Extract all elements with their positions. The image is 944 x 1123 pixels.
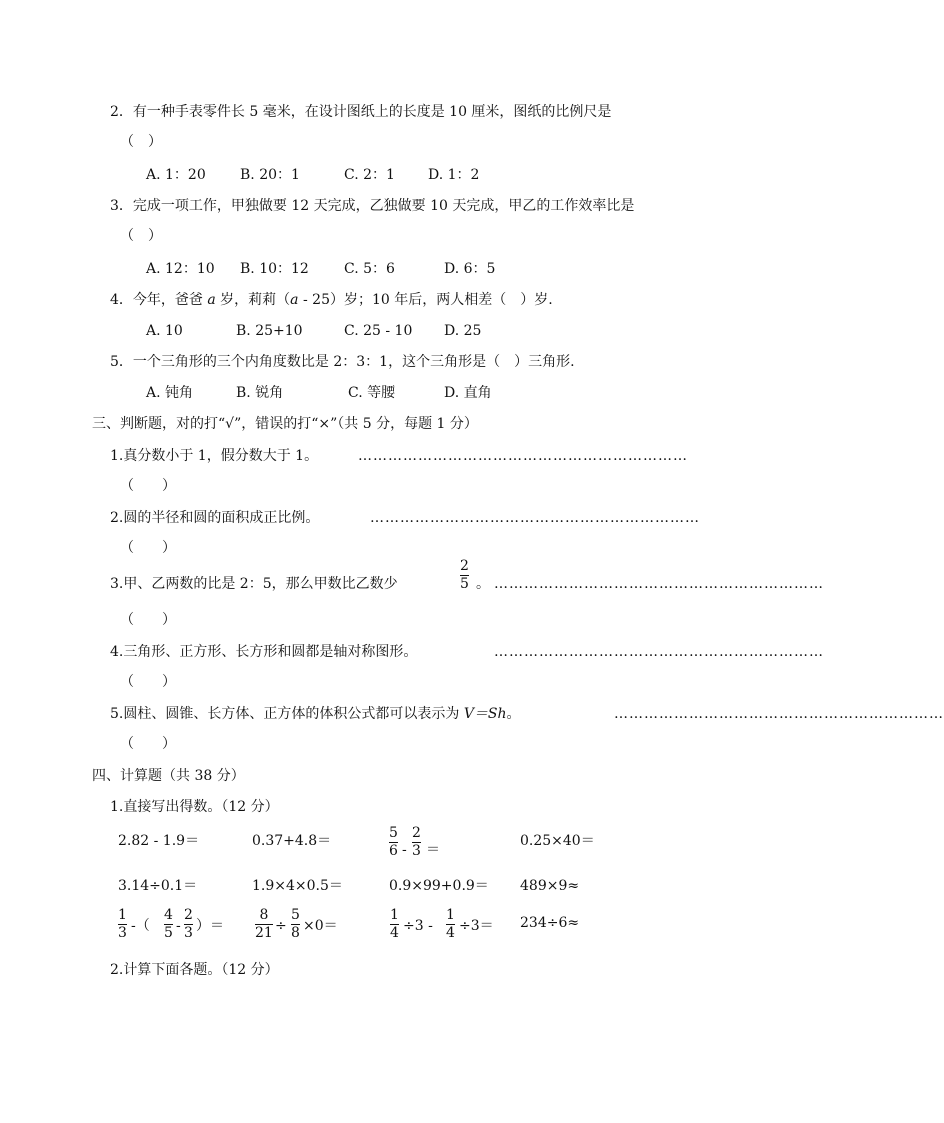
question-4-option-b: B. 25+10	[236, 323, 303, 339]
question-4-option-a: A. 10	[146, 323, 183, 339]
question-5-option-b: B. 锐角	[236, 385, 284, 401]
question-3-option-d: D. 6：5	[444, 261, 496, 277]
calc-r3-c2-frac-b: 5 8	[291, 907, 300, 941]
question-3-option-a: A. 12：10	[146, 261, 215, 277]
calc-r3-c1-end: ）＝	[196, 918, 224, 934]
calc-r3-c2-end: ×0＝	[303, 918, 338, 934]
judge-item-3-fraction	[460, 559, 469, 592]
question-3-stem: 3．完成一项工作，甲独做要 12 天完成，乙独做要 10 天完成，甲乙的工作效率比是	[110, 198, 635, 214]
question-2-stem: 2．有一种手表零件长 5 毫米，在设计图纸上的长度是 10 厘米，图纸的比例尺是	[110, 104, 612, 120]
question-3-answer-paren: （ ）	[120, 228, 162, 244]
judge-item-1-leader: …………………………………………………………	[358, 448, 688, 464]
fraction-numerator: 2	[460, 558, 469, 574]
judge-item-1-paren: （ ）	[120, 478, 176, 494]
section-4-heading: 四、计算题（共 38 分）	[92, 768, 245, 784]
question-5-option-a: A. 钝角	[146, 385, 194, 401]
judge-item-3-paren: （ ）	[120, 612, 176, 628]
judge-item-2-paren: （ ）	[120, 540, 176, 556]
question-2-option-d: D. 1：2	[428, 167, 480, 183]
calc-r3-c1-frac-b: 4 5	[164, 907, 173, 941]
question-4-option-c: C. 25 - 10	[344, 323, 413, 339]
calc-r3-c1-frac-c: 2 3	[184, 907, 193, 941]
calc-r3-c1-frac-a: 1 3	[118, 907, 127, 941]
calc-r3-c3-frac-a: 1 4	[390, 907, 399, 941]
calc-r3-c1-op: -	[176, 918, 181, 934]
calc-r3-c2-op: ÷	[275, 918, 287, 934]
calc-r1-frac-b: 2 3	[412, 825, 421, 859]
calc-r2-c1: 3.14÷0.1＝	[118, 878, 198, 894]
calc-r2-c4: 489×9≈	[520, 878, 580, 894]
calc-r1-c4: 0.25×40＝	[520, 833, 595, 849]
judge-item-4-leader: …………………………………………………………	[494, 644, 824, 660]
calc-r2-c3: 0.9×99+0.9＝	[389, 878, 489, 894]
question-4-option-d: D. 25	[444, 323, 482, 339]
question-2-option-a: A. 1：20	[146, 167, 206, 183]
calc-r1-c2: 0.37+4.8＝	[252, 833, 332, 849]
question-2-option-c: C. 2：1	[344, 167, 395, 183]
judge-item-2-text: 2.圆的半径和圆的面积成正比例。	[110, 510, 320, 526]
question-5-stem: 5．一个三角形的三个内角度数比是 2：3：1，这个三角形是（ ）三角形.	[110, 354, 575, 370]
calc-sub2-title: 2.计算下面各题。（12 分）	[110, 962, 279, 978]
judge-item-3-text-after: 。	[476, 576, 490, 592]
judge-item-2-leader: …………………………………………………………	[370, 510, 700, 526]
judge-item-5-leader: …………………………………………………………	[614, 706, 944, 722]
calc-r3-c2-frac-a: 8 21	[255, 907, 273, 941]
question-3-option-c: C. 5：6	[344, 261, 395, 277]
volume-formula: V＝Sh	[463, 706, 507, 722]
judge-item-1-text: 1.真分数小于 1，假分数大于 1。	[110, 448, 319, 464]
judge-item-5-text: 5.圆柱、圆锥、长方体、正方体的体积公式都可以表示为 V＝Sh。	[110, 706, 521, 722]
question-2-answer-paren: （ ）	[120, 134, 162, 150]
question-5-option-c: C. 等腰	[348, 385, 396, 401]
section-3-heading: 三、判断题，对的打“√”，错误的打“×”（共 5 分，每题 1 分）	[92, 416, 478, 432]
judge-item-4-paren: （ ）	[120, 674, 176, 690]
judge-item-3-text-before: 3.甲、乙两数的比是 2：5，那么甲数比乙数少	[110, 576, 398, 592]
judge-item-5-paren: （ ）	[120, 736, 176, 752]
calc-r1-c3-equals: ＝	[426, 842, 440, 858]
question-5-option-d: D. 直角	[444, 385, 492, 401]
calc-r3-c3-end: ÷3＝	[459, 918, 494, 934]
calc-r3-c3-frac-b: 1 4	[446, 907, 455, 941]
calc-r1-op: -	[402, 842, 407, 858]
calc-r1-frac-a: 5 6	[389, 825, 398, 859]
question-3-option-b: B. 10：12	[240, 261, 309, 277]
fraction-denominator: 5	[460, 576, 469, 592]
calc-r3-c4: 234÷6≈	[520, 915, 580, 931]
calc-r1-c1: 2.82 - 1.9＝	[118, 833, 200, 849]
calc-r3-c3-op: ÷3 -	[403, 918, 433, 934]
calc-r3-c1-mid: -（	[131, 918, 150, 934]
question-2-option-b: B. 20：1	[240, 167, 300, 183]
question-4-stem: 4．今年，爸爸 a 岁，莉莉（a - 25）岁；10 年后，两人相差（ ）岁.	[110, 292, 553, 308]
judge-item-4-text: 4.三角形、正方形、长方形和圆都是轴对称图形。	[110, 644, 418, 660]
calc-sub1-title: 1.直接写出得数。（12 分）	[110, 799, 279, 815]
judge-item-3-leader: …………………………………………………………	[494, 576, 824, 592]
calc-r2-c2: 1.9×4×0.5＝	[252, 878, 343, 894]
